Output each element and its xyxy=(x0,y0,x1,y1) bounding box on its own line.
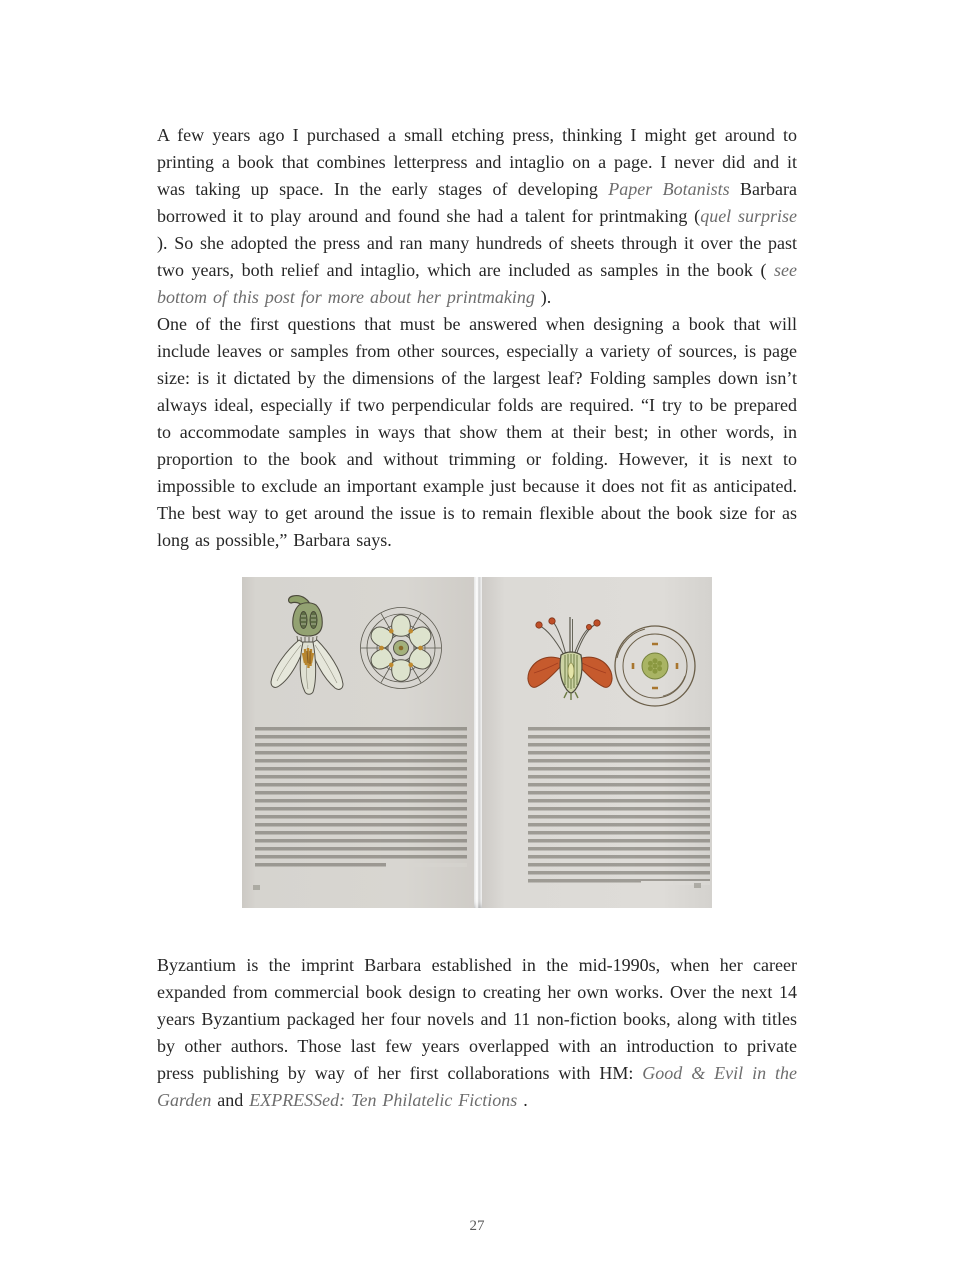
text-run: Barbara borrowed it to play around and found she had a talent for printmaking ( xyxy=(157,179,798,226)
paragraph-byzantium xyxy=(157,952,797,1114)
page-number: 27 xyxy=(469,1218,485,1234)
text-run: A few years ago I purchased a small etching press, thinking I might get around to printing a book that combines letterpress and intaglio on a page. I never did and it was taking up space. In the early stages of developing xyxy=(157,125,797,199)
green-hanging-flower-illustration xyxy=(268,593,348,697)
book-page-folio xyxy=(253,885,260,890)
italic-text-run: see bottom of this post for more about her printmaking xyxy=(157,260,797,307)
text-run: and xyxy=(211,1090,250,1110)
text-column xyxy=(157,122,797,1114)
paragraph-etching-press xyxy=(157,122,797,311)
text-run: . xyxy=(517,1090,528,1110)
text-run: ). xyxy=(534,287,552,307)
book-page-folio xyxy=(694,883,701,888)
italic-text-run: EXPRESSed: Ten Philatelic Fictions xyxy=(249,1090,518,1110)
italic-text-run: quel surprise xyxy=(700,206,797,226)
paragraph-page-size xyxy=(157,311,797,554)
floral-diagram-illustration xyxy=(359,606,443,690)
book-gutter xyxy=(474,577,482,908)
book-spread-photo xyxy=(242,577,712,908)
book-left-page xyxy=(242,577,474,908)
text-run: One of the first questions that must be answered when designing a book that will include leaves or samples from other sources, especially a variety of sources, is page size: is it dictated by the dimensions of the largest leaf? Folding samples down isn’t always ideal, especially if two perpendicular folds are required. “I try to be prepared to accommodate samples in ways that show them at their best; in other words, in proportion to the book and without trimming or folding. However, it is next to impossible to exclude an important example just because it does not fit as anticipated. The best way to get around the issue is to remain flexible about the book size for as long as possible,” Barbara says. xyxy=(157,314,797,550)
book-right-page-text xyxy=(528,727,710,885)
orange-flower-section-illustration xyxy=(526,613,614,713)
seed-diagram-illustration xyxy=(613,624,697,708)
text-run: Byzantium is the imprint Barbara established in the mid-1990s, when her career expanded from commercial book design to creating her own works. Over the next 14 years Byzantium packaged her four novels and 11 non-fiction books, along with titles by other authors. Those last few years overlapped with an introduction to private press publishing by way of her first collaborations with HM: xyxy=(157,955,797,1083)
book-left-page-text xyxy=(255,727,467,867)
italic-text-run: Good & Evil in the Garden xyxy=(157,1063,797,1110)
book-right-page xyxy=(482,577,712,908)
italic-text-run: Paper Botanists xyxy=(608,179,730,199)
text-run: ). So she adopted the press and ran many hundreds of sheets through it over the past two years, both relief and intaglio, which are included as samples in the book ( xyxy=(157,233,797,280)
